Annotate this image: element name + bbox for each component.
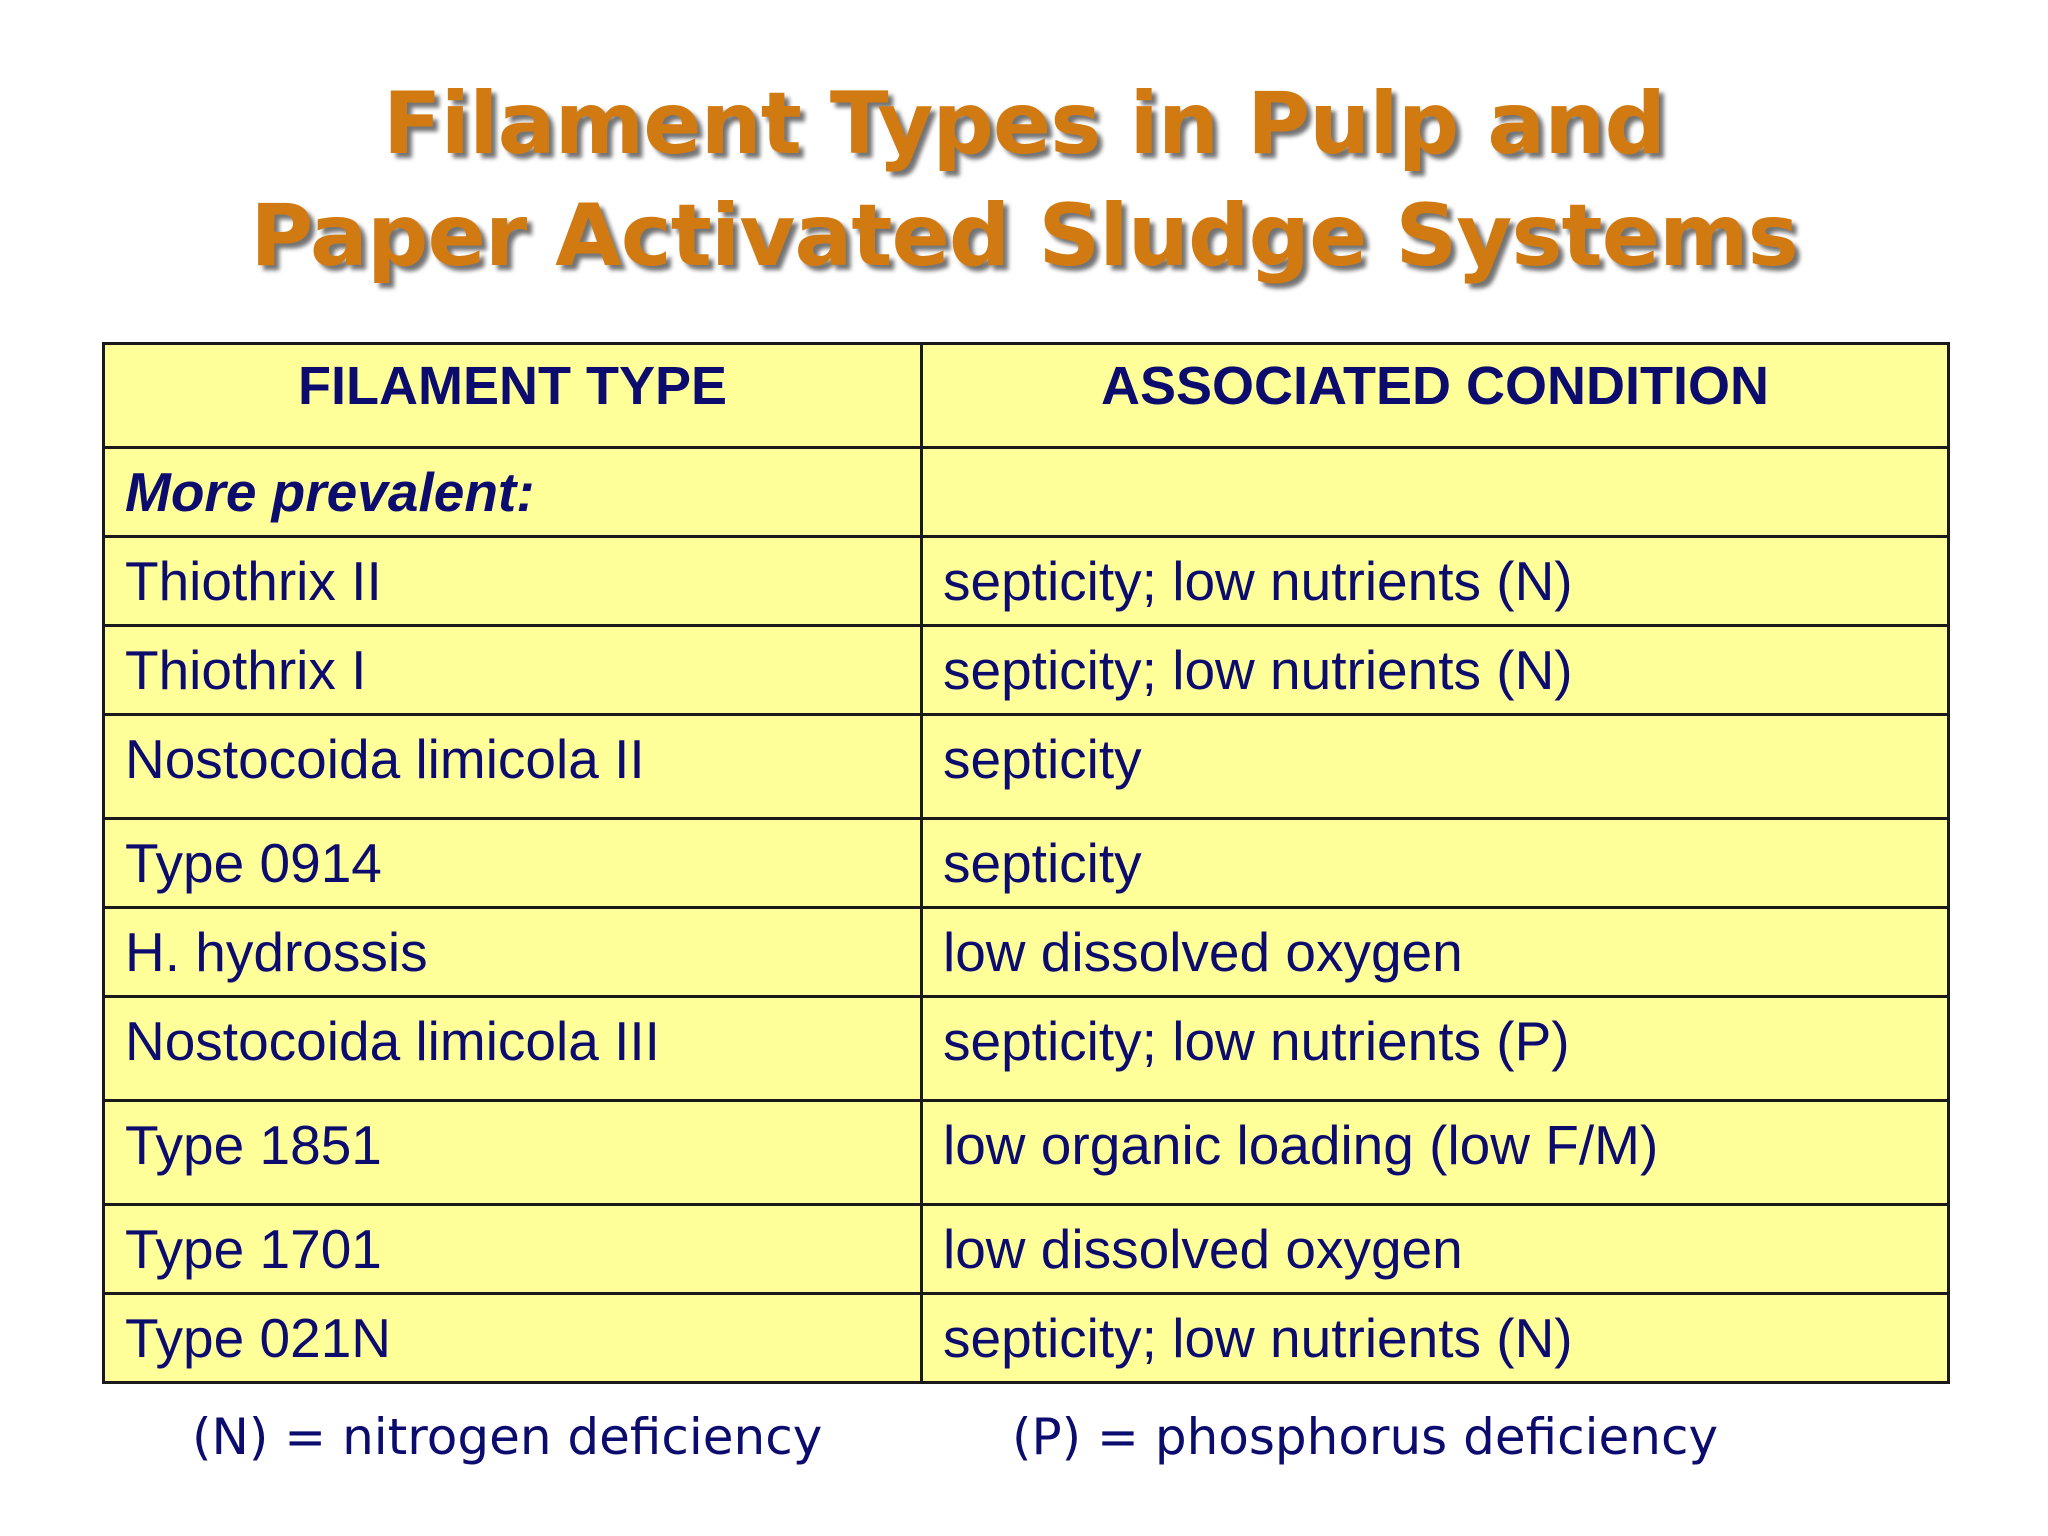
filament-type-cell: Type 1851 [104,1101,922,1205]
filament-type-cell: Thiothrix I [104,626,922,715]
table-row [104,537,1949,626]
condition-cell: septicity [922,819,1949,908]
slide-title-line-1: Filament Types in Pulp and [382,74,1666,174]
condition-cell: low dissolved oxygen [922,908,1949,997]
table-row [104,819,1949,908]
table-row [104,908,1949,997]
slide-title [0,68,2048,292]
table-header-row [104,344,1949,448]
condition-cell: septicity; low nutrients (N) [922,1294,1949,1383]
filament-table [102,342,1950,1384]
section-label: More prevalent: [104,448,922,537]
table-row [104,1294,1949,1383]
condition-cell: low organic loading (low F/M) [922,1101,1949,1205]
table-row [104,1205,1949,1294]
table-row [104,715,1949,819]
section-row [104,448,1949,537]
footnote-nitrogen: (N) = nitrogen deficiency [192,1408,823,1466]
condition-cell: septicity [922,715,1949,819]
filament-type-cell: Type 1701 [104,1205,922,1294]
header-filament-type: FILAMENT TYPE [104,344,922,448]
condition-cell: septicity; low nutrients (N) [922,626,1949,715]
header-associated-condition: ASSOCIATED CONDITION [922,344,1949,448]
condition-cell: septicity; low nutrients (P) [922,997,1949,1101]
section-empty-cell [922,448,1949,537]
condition-cell: septicity; low nutrients (N) [922,537,1949,626]
filament-type-cell: Nostocoida limicola III [104,997,922,1101]
table-row [104,626,1949,715]
footnote-phosphorus: (P) = phosphorus deficiency [1012,1408,1719,1466]
filament-type-cell: Thiothrix II [104,537,922,626]
footnotes [0,1408,2048,1468]
filament-type-cell: H. hydrossis [104,908,922,997]
table-row [104,997,1949,1101]
condition-cell: low dissolved oxygen [922,1205,1949,1294]
filament-type-cell: Type 021N [104,1294,922,1383]
table-row [104,1101,1949,1205]
filament-type-cell: Nostocoida limicola II [104,715,922,819]
filament-type-cell: Type 0914 [104,819,922,908]
slide-title-line-2: Paper Activated Sludge Systems [250,186,1798,286]
